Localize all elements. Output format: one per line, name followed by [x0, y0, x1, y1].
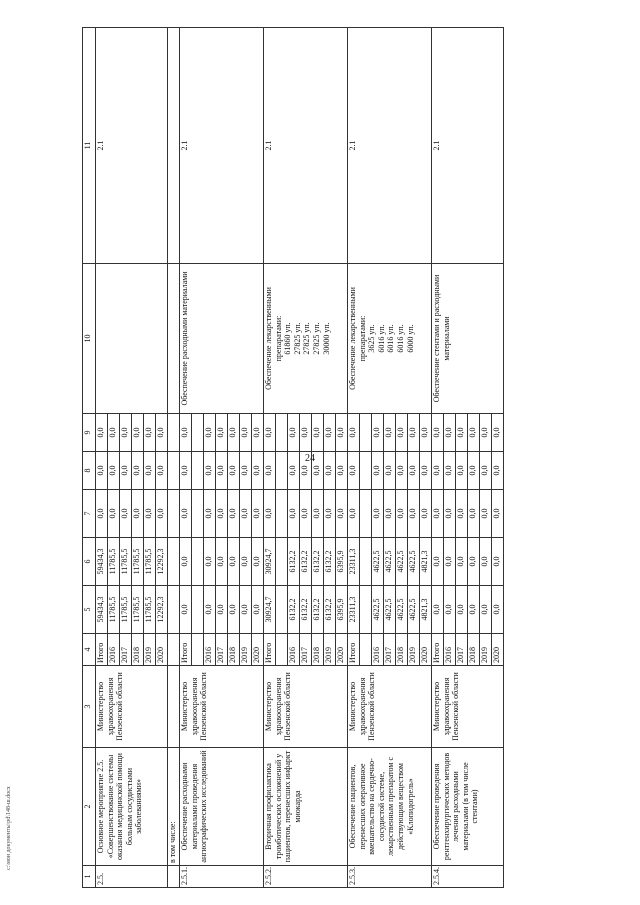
result-indicator — [348, 264, 432, 414]
year-cell: 2020 — [492, 634, 504, 666]
header-cell-11: 11 — [83, 28, 96, 264]
amount-cell: 0,0 — [216, 490, 228, 538]
amount-cell: 11785,5 — [108, 586, 120, 634]
result-line: 6016 уп. — [386, 324, 396, 353]
empty-cell — [168, 586, 180, 634]
amount-cell: 12292,3 — [156, 538, 168, 586]
year-cell: Итого — [264, 634, 276, 666]
amount-cell: 0,0 — [156, 452, 168, 490]
header-cell-1: 1 — [83, 866, 96, 888]
table-row — [180, 28, 192, 888]
amount-cell: 4622,5 — [396, 586, 408, 634]
amount-cell: 0,0 — [384, 490, 396, 538]
amount-cell: 0,0 — [204, 490, 216, 538]
year-cell: 2020 — [156, 634, 168, 666]
amount-cell: 30924,7 — [264, 538, 276, 586]
amount-cell: 0,0 — [108, 452, 120, 490]
amount-cell: 0,0 — [144, 414, 156, 452]
header-cell-7: 7 — [83, 490, 96, 538]
amount-cell: 0,0 — [204, 414, 216, 452]
program-table — [82, 27, 504, 888]
amount-cell: 0,0 — [156, 414, 168, 452]
year-cell: 2020 — [252, 634, 264, 666]
year-cell — [276, 634, 288, 666]
year-cell: 2019 — [324, 634, 336, 666]
amount-cell: 0,0 — [240, 538, 252, 586]
amount-cell: 4622,5 — [396, 538, 408, 586]
amount-cell: 30924,7 — [264, 586, 276, 634]
amount-cell: 0,0 — [216, 586, 228, 634]
amount-cell: 0,0 — [120, 452, 132, 490]
amount-cell: 6132,2 — [324, 586, 336, 634]
amount-cell: 0,0 — [480, 586, 492, 634]
year-cell: 2016 — [204, 634, 216, 666]
year-cell: 2018 — [132, 634, 144, 666]
amount-cell — [276, 538, 288, 586]
amount-cell — [276, 586, 288, 634]
year-cell: 2018 — [468, 634, 480, 666]
amount-cell: 0,0 — [444, 490, 456, 538]
amount-cell: 4622,5 — [384, 586, 396, 634]
amount-cell: 0,0 — [396, 414, 408, 452]
header-cell-8: 8 — [83, 452, 96, 490]
amount-cell: 0,0 — [300, 490, 312, 538]
amount-cell: 0,0 — [372, 490, 384, 538]
amount-cell: 0,0 — [384, 452, 396, 490]
year-cell: 2017 — [384, 634, 396, 666]
result-indicator — [96, 264, 168, 414]
amount-cell: 0,0 — [444, 414, 456, 452]
indicator-code: 2.1 — [348, 28, 432, 264]
amount-cell: 6132,2 — [288, 586, 300, 634]
amount-cell — [192, 452, 204, 490]
amount-cell: 0,0 — [108, 490, 120, 538]
indicator-code: 2.1 — [96, 28, 168, 264]
amount-cell: 4622,5 — [408, 538, 420, 586]
header-cell-10: 10 — [83, 264, 96, 414]
result-line: 6016 уп. — [395, 324, 405, 353]
amount-cell: 0,0 — [228, 414, 240, 452]
amount-cell: 0,0 — [324, 452, 336, 490]
amount-cell: 0,0 — [216, 538, 228, 586]
table-row — [264, 28, 276, 888]
result-line: Обеспечение стентами и расходными материалами — [432, 274, 451, 403]
amount-cell: 0,0 — [228, 538, 240, 586]
year-cell: 2020 — [336, 634, 348, 666]
amount-cell: 0,0 — [348, 414, 360, 452]
year-cell: Итого — [348, 634, 360, 666]
amount-cell: 6395,9 — [336, 538, 348, 586]
table-row — [96, 28, 108, 888]
amount-cell: 0,0 — [252, 452, 264, 490]
amount-cell — [192, 414, 204, 452]
amount-cell: 0,0 — [252, 414, 264, 452]
subheading-label: в том числе: — [168, 748, 180, 866]
amount-cell: 0,0 — [180, 414, 192, 452]
amount-cell: 6132,2 — [312, 586, 324, 634]
subheading-row — [168, 28, 180, 888]
amount-cell: 0,0 — [324, 490, 336, 538]
header-cell-3: 3 — [83, 666, 96, 748]
amount-cell: 0,0 — [432, 586, 444, 634]
table-row — [432, 28, 444, 888]
footer-file-path: c:\мои документы\рd\148-ш.docx — [6, 786, 12, 870]
amount-cell: 0,0 — [132, 490, 144, 538]
year-cell — [360, 634, 372, 666]
amount-cell: 0,0 — [144, 490, 156, 538]
year-cell: Итого — [96, 634, 108, 666]
amount-cell: 0,0 — [228, 452, 240, 490]
amount-cell: 0,0 — [456, 452, 468, 490]
amount-cell: 0,0 — [420, 452, 432, 490]
header-cell-9: 9 — [83, 414, 96, 452]
year-cell: 2019 — [480, 634, 492, 666]
rotated-table-container — [82, 28, 612, 888]
amount-cell: 6395,9 — [336, 586, 348, 634]
amount-cell: 0,0 — [348, 490, 360, 538]
amount-cell: 0,0 — [408, 490, 420, 538]
amount-cell: 0,0 — [324, 414, 336, 452]
amount-cell: 0,0 — [216, 414, 228, 452]
measure-name: Вторичная профилактика тромботических осложнений у пациентов, перенесших инфаркт миокарда — [264, 748, 348, 866]
amount-cell: 0,0 — [492, 586, 504, 634]
amount-cell: 0,0 — [180, 490, 192, 538]
amount-cell: 0,0 — [132, 414, 144, 452]
amount-cell — [360, 414, 372, 452]
year-cell: 2016 — [372, 634, 384, 666]
amount-cell: 0,0 — [456, 538, 468, 586]
amount-cell: 0,0 — [396, 490, 408, 538]
measure-name: Обеспечение пациентов, перенесших оперативное вмешательство на сердечно-сосудистой системе, лекарственным препаратом с действующим веществом «Клопидогрель» — [348, 748, 432, 866]
num-cell — [168, 866, 180, 888]
amount-cell: 11785,5 — [120, 586, 132, 634]
empty-cell — [168, 28, 180, 264]
result-line: Обеспечение лекарственными препаратами: — [348, 287, 367, 390]
amount-cell: 0,0 — [468, 490, 480, 538]
amount-cell: 0,0 — [420, 490, 432, 538]
amount-cell — [192, 490, 204, 538]
amount-cell: 0,0 — [240, 452, 252, 490]
amount-cell — [360, 452, 372, 490]
amount-cell: 6132,2 — [312, 538, 324, 586]
result-line: Обеспечение лекарственными препаратами: — [264, 287, 283, 390]
amount-cell: 0,0 — [468, 414, 480, 452]
amount-cell: 11785,5 — [132, 538, 144, 586]
amount-cell: 0,0 — [252, 538, 264, 586]
result-line: 27825 уп. — [292, 322, 302, 355]
empty-cell — [168, 414, 180, 452]
year-cell: Итого — [180, 634, 192, 666]
result-indicator — [432, 264, 504, 414]
amount-cell: 0,0 — [456, 414, 468, 452]
amount-cell: 0,0 — [312, 452, 324, 490]
amount-cell: 4622,5 — [372, 538, 384, 586]
amount-cell: 0,0 — [372, 452, 384, 490]
amount-cell: 6132,2 — [300, 538, 312, 586]
amount-cell: 6132,2 — [288, 538, 300, 586]
amount-cell: 0,0 — [240, 490, 252, 538]
amount-cell: 0,0 — [468, 538, 480, 586]
result-line: 30000 уп. — [321, 322, 331, 355]
amount-cell: 0,0 — [96, 490, 108, 538]
amount-cell: 0,0 — [300, 414, 312, 452]
year-cell: 2018 — [396, 634, 408, 666]
amount-cell: 0,0 — [480, 452, 492, 490]
amount-cell: 0,0 — [288, 452, 300, 490]
amount-cell: 0,0 — [252, 490, 264, 538]
amount-cell: 6132,2 — [324, 538, 336, 586]
amount-cell: 0,0 — [180, 538, 192, 586]
year-cell: 2019 — [408, 634, 420, 666]
executor: Министерство здравоохранения Пензенской области — [348, 666, 432, 748]
amount-cell — [276, 414, 288, 452]
measure-name: Основное мероприятие 2.5. «Совершенствование системы оказания медицинской помощи больным сосудистыми заболеваниями» — [96, 748, 168, 866]
empty-cell — [168, 452, 180, 490]
amount-cell: 0,0 — [420, 414, 432, 452]
measure-name: Обеспечение расходными материалами проведения ангиографических исследований — [180, 748, 264, 866]
amount-cell: 4821,3 — [420, 586, 432, 634]
amount-cell: 0,0 — [120, 414, 132, 452]
amount-cell: 0,0 — [288, 490, 300, 538]
header-cell-5: 5 — [83, 586, 96, 634]
amount-cell: 0,0 — [156, 490, 168, 538]
amount-cell: 0,0 — [432, 414, 444, 452]
amount-cell: 0,0 — [480, 538, 492, 586]
year-cell: 2017 — [216, 634, 228, 666]
result-line: 3625 уп. — [367, 324, 377, 353]
amount-cell — [192, 538, 204, 586]
result-line: 27825 уп. — [311, 322, 321, 355]
amount-cell: 11785,5 — [132, 586, 144, 634]
header-cell-6: 6 — [83, 538, 96, 586]
amount-cell: 0,0 — [204, 586, 216, 634]
amount-cell: 0,0 — [444, 452, 456, 490]
empty-cell — [168, 634, 180, 666]
amount-cell: 11785,5 — [144, 586, 156, 634]
indicator-code: 2.1 — [264, 28, 348, 264]
amount-cell: 0,0 — [264, 414, 276, 452]
amount-cell: 0,0 — [336, 452, 348, 490]
amount-cell: 0,0 — [204, 452, 216, 490]
amount-cell: 23311,3 — [348, 538, 360, 586]
amount-cell: 0,0 — [492, 452, 504, 490]
section-number: 2.5.4. — [432, 866, 504, 888]
amount-cell: 0,0 — [288, 414, 300, 452]
amount-cell: 0,0 — [468, 586, 480, 634]
executor: Министерство здравоохранения Пензенской области — [264, 666, 348, 748]
result-line: 27825 уп. — [302, 322, 312, 355]
year-cell: 2019 — [240, 634, 252, 666]
amount-cell: 0,0 — [432, 538, 444, 586]
year-cell: 2016 — [288, 634, 300, 666]
amount-cell: 0,0 — [432, 490, 444, 538]
amount-cell: 0,0 — [240, 586, 252, 634]
table-body — [83, 28, 504, 888]
amount-cell: 0,0 — [120, 490, 132, 538]
header-cell-4: 4 — [83, 634, 96, 666]
result-line: 6000 уп. — [405, 324, 415, 353]
amount-cell: 0,0 — [348, 452, 360, 490]
section-number: 2.5.3. — [348, 866, 432, 888]
amount-cell: 59434,3 — [96, 538, 108, 586]
result-indicator — [180, 264, 264, 414]
section-number: 2.5. — [96, 866, 168, 888]
year-cell: 2018 — [228, 634, 240, 666]
year-cell: 2020 — [420, 634, 432, 666]
amount-cell: 0,0 — [132, 452, 144, 490]
amount-cell: 0,0 — [480, 414, 492, 452]
amount-cell: 0,0 — [408, 452, 420, 490]
result-line: 61860 уп. — [283, 322, 293, 355]
amount-cell: 0,0 — [300, 452, 312, 490]
amount-cell: 0,0 — [336, 414, 348, 452]
executor: Министерство здравоохранения Пензенской области — [180, 666, 264, 748]
amount-cell: 59434,3 — [96, 586, 108, 634]
year-cell: 2019 — [144, 634, 156, 666]
amount-cell: 0,0 — [264, 490, 276, 538]
amount-cell: 0,0 — [336, 490, 348, 538]
amount-cell: 0,0 — [444, 538, 456, 586]
amount-cell: 0,0 — [384, 414, 396, 452]
year-cell: 2016 — [108, 634, 120, 666]
year-cell: 2017 — [120, 634, 132, 666]
amount-cell: 11785,5 — [108, 538, 120, 586]
amount-cell: 0,0 — [312, 414, 324, 452]
amount-cell: 0,0 — [468, 452, 480, 490]
empty-cell — [168, 666, 180, 748]
header-row — [83, 28, 96, 888]
amount-cell: 4622,5 — [408, 586, 420, 634]
amount-cell: 0,0 — [204, 538, 216, 586]
amount-cell — [360, 586, 372, 634]
amount-cell: 0,0 — [180, 452, 192, 490]
amount-cell: 4622,5 — [384, 538, 396, 586]
result-indicator — [264, 264, 348, 414]
executor: Министерство здравоохранения Пензенской области — [432, 666, 504, 748]
amount-cell: 0,0 — [96, 414, 108, 452]
indicator-code: 2.1 — [180, 28, 264, 264]
amount-cell — [192, 586, 204, 634]
amount-cell: 0,0 — [228, 490, 240, 538]
amount-cell: 0,0 — [264, 452, 276, 490]
section-number: 2.5.2. — [264, 866, 348, 888]
amount-cell: 0,0 — [432, 452, 444, 490]
executor: Министерство здравоохранения Пензенской области — [96, 666, 168, 748]
amount-cell: 0,0 — [96, 452, 108, 490]
amount-cell — [276, 490, 288, 538]
result-line: 6016 уп. — [376, 324, 386, 353]
amount-cell: 6132,2 — [300, 586, 312, 634]
amount-cell: 4821,3 — [420, 538, 432, 586]
amount-cell: 0,0 — [456, 490, 468, 538]
year-cell: Итого — [432, 634, 444, 666]
amount-cell: 0,0 — [372, 414, 384, 452]
result-line: Обеспечение расходными материалами — [180, 271, 189, 406]
measure-name: Обеспечение проведения рентгенхирургических методов лечения расходными материалами (в том числе стентами) — [432, 748, 504, 866]
amount-cell: 0,0 — [180, 586, 192, 634]
amount-cell: 0,0 — [252, 586, 264, 634]
empty-cell — [168, 264, 180, 414]
amount-cell — [360, 490, 372, 538]
amount-cell: 0,0 — [480, 490, 492, 538]
amount-cell: 0,0 — [144, 452, 156, 490]
amount-cell: 0,0 — [408, 414, 420, 452]
year-cell: 2017 — [300, 634, 312, 666]
amount-cell: 0,0 — [240, 414, 252, 452]
amount-cell: 12292,3 — [156, 586, 168, 634]
section-number: 2.5.1. — [180, 866, 264, 888]
year-cell: 2018 — [312, 634, 324, 666]
amount-cell: 0,0 — [492, 538, 504, 586]
page-number: 24 — [305, 453, 315, 464]
amount-cell: 0,0 — [228, 586, 240, 634]
empty-cell — [168, 490, 180, 538]
empty-cell — [168, 538, 180, 586]
amount-cell: 11785,5 — [144, 538, 156, 586]
amount-cell: 11785,5 — [120, 538, 132, 586]
amount-cell: 0,0 — [216, 452, 228, 490]
year-cell — [192, 634, 204, 666]
amount-cell — [360, 538, 372, 586]
amount-cell: 0,0 — [492, 414, 504, 452]
amount-cell: 0,0 — [396, 452, 408, 490]
indicator-code: 2.1 — [432, 28, 504, 264]
amount-cell: 0,0 — [444, 586, 456, 634]
year-cell: 2017 — [456, 634, 468, 666]
amount-cell: 0,0 — [492, 490, 504, 538]
amount-cell: 0,0 — [108, 414, 120, 452]
amount-cell: 0,0 — [312, 490, 324, 538]
table-row — [348, 28, 360, 888]
year-cell: 2016 — [444, 634, 456, 666]
amount-cell: 23311,3 — [348, 586, 360, 634]
amount-cell: 4622,5 — [372, 586, 384, 634]
amount-cell: 0,0 — [456, 586, 468, 634]
amount-cell — [276, 452, 288, 490]
header-cell-2: 2 — [83, 748, 96, 866]
